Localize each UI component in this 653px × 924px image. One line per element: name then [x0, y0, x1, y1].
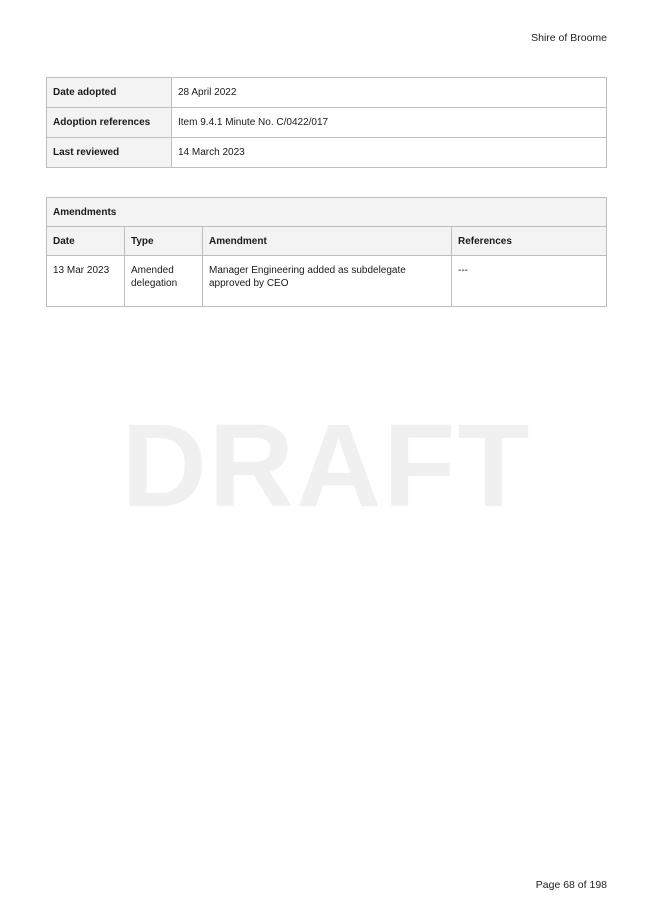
- amendment-description: [203, 256, 452, 307]
- date-adopted-label: Date adopted: [47, 78, 172, 108]
- amendment-type: [125, 256, 203, 307]
- amendments-header-row: [47, 227, 607, 256]
- table-row: [47, 138, 607, 168]
- amendments-table: [46, 197, 607, 307]
- amendments-title-row: [47, 198, 607, 227]
- adoption-table: [46, 77, 607, 168]
- amendments-title: Amendments: [47, 198, 607, 227]
- last-reviewed-value: 14 March 2023: [172, 138, 607, 168]
- amendment-description-line-2: approved by CEO: [209, 278, 289, 289]
- table-row: [47, 256, 607, 307]
- date-adopted-value: 28 April 2022: [172, 78, 607, 108]
- table-row: [47, 108, 607, 138]
- page-header-org: Shire of Broome: [531, 32, 607, 44]
- column-header-type: Type: [125, 227, 203, 256]
- last-reviewed-label: Last reviewed: [47, 138, 172, 168]
- amendment-description-line-1: Manager Engineering added as subdelegate: [209, 265, 406, 276]
- amendment-type-line-1: Amended: [131, 265, 174, 276]
- draft-watermark: DRAFT: [121, 400, 532, 532]
- column-header-amendment: Amendment: [203, 227, 452, 256]
- table-row: [47, 78, 607, 108]
- amendment-type-line-2: delegation: [131, 278, 178, 289]
- amendment-date: 13 Mar 2023: [47, 256, 125, 307]
- adoption-references-label: Adoption references: [47, 108, 172, 138]
- column-header-date: Date: [47, 227, 125, 256]
- adoption-references-value: Item 9.4.1 Minute No. C/0422/017: [172, 108, 607, 138]
- page-number: Page 68 of 198: [535, 879, 607, 891]
- amendment-references: ---: [452, 256, 607, 307]
- column-header-references: References: [452, 227, 607, 256]
